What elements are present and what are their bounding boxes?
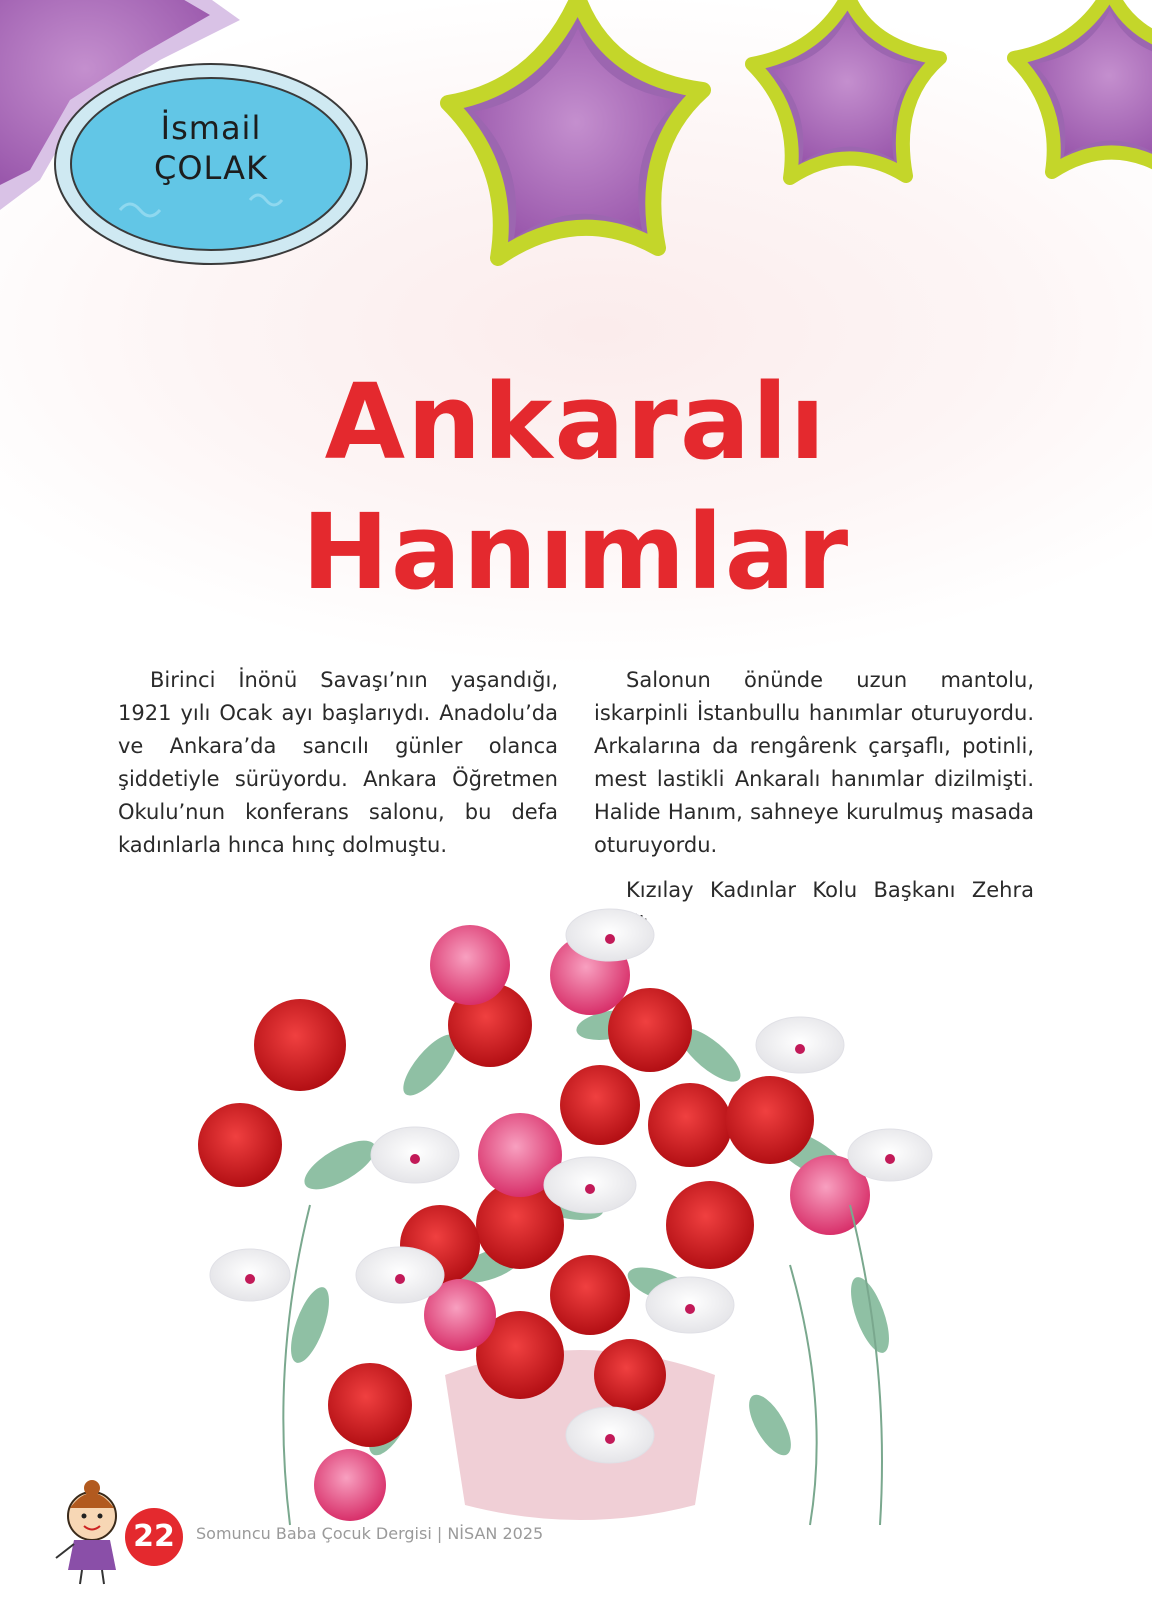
star-icon [752,0,940,178]
paragraph: Kızılay Kadınlar Kolu Başkanı Zehra [626,878,1034,902]
flower-bouquet-illustration [190,905,970,1545]
page-number-badge: 22 [125,1508,183,1566]
star-icon [1014,0,1152,172]
girl-mascot-icon [52,1478,132,1588]
article-column-left [118,664,558,874]
footer-magazine-info: Somuncu Baba Çocuk Dergisi | NİSAN 2025 [196,1524,544,1543]
paragraph: Salonun önünde uzun mantolu, iskarpinli İstanbullu hanımlar oturuyordu. Arkalarına da rengârenk çarşaflı, potinli, mest lastikli Ankaralı hanımlar dizilmişti. Halide Hanım, sahneye kurulmuş masada oturuyordu. [594,668,1034,857]
author-name [50,108,372,188]
paragraph: Birinci İnönü Savaşı’nın yaşandığı, 1921 yılı Ocak ayı başlarıydı. Anadolu’da ve Ankara’da sancılı günler olanca şiddetiyle sürüyordu. Ankara Öğretmen Okulu’nun konferans salonu, bu defa kadınlarla hınca hınç dolmuştu. [118,668,558,857]
article-title-line-2: Hanımlar [301,491,851,613]
article-title-line-1: Ankaralı [324,361,828,483]
author-first-name: İsmail [160,109,262,147]
star-icon [448,0,703,258]
author-last-name: ÇOLAK [154,149,268,187]
